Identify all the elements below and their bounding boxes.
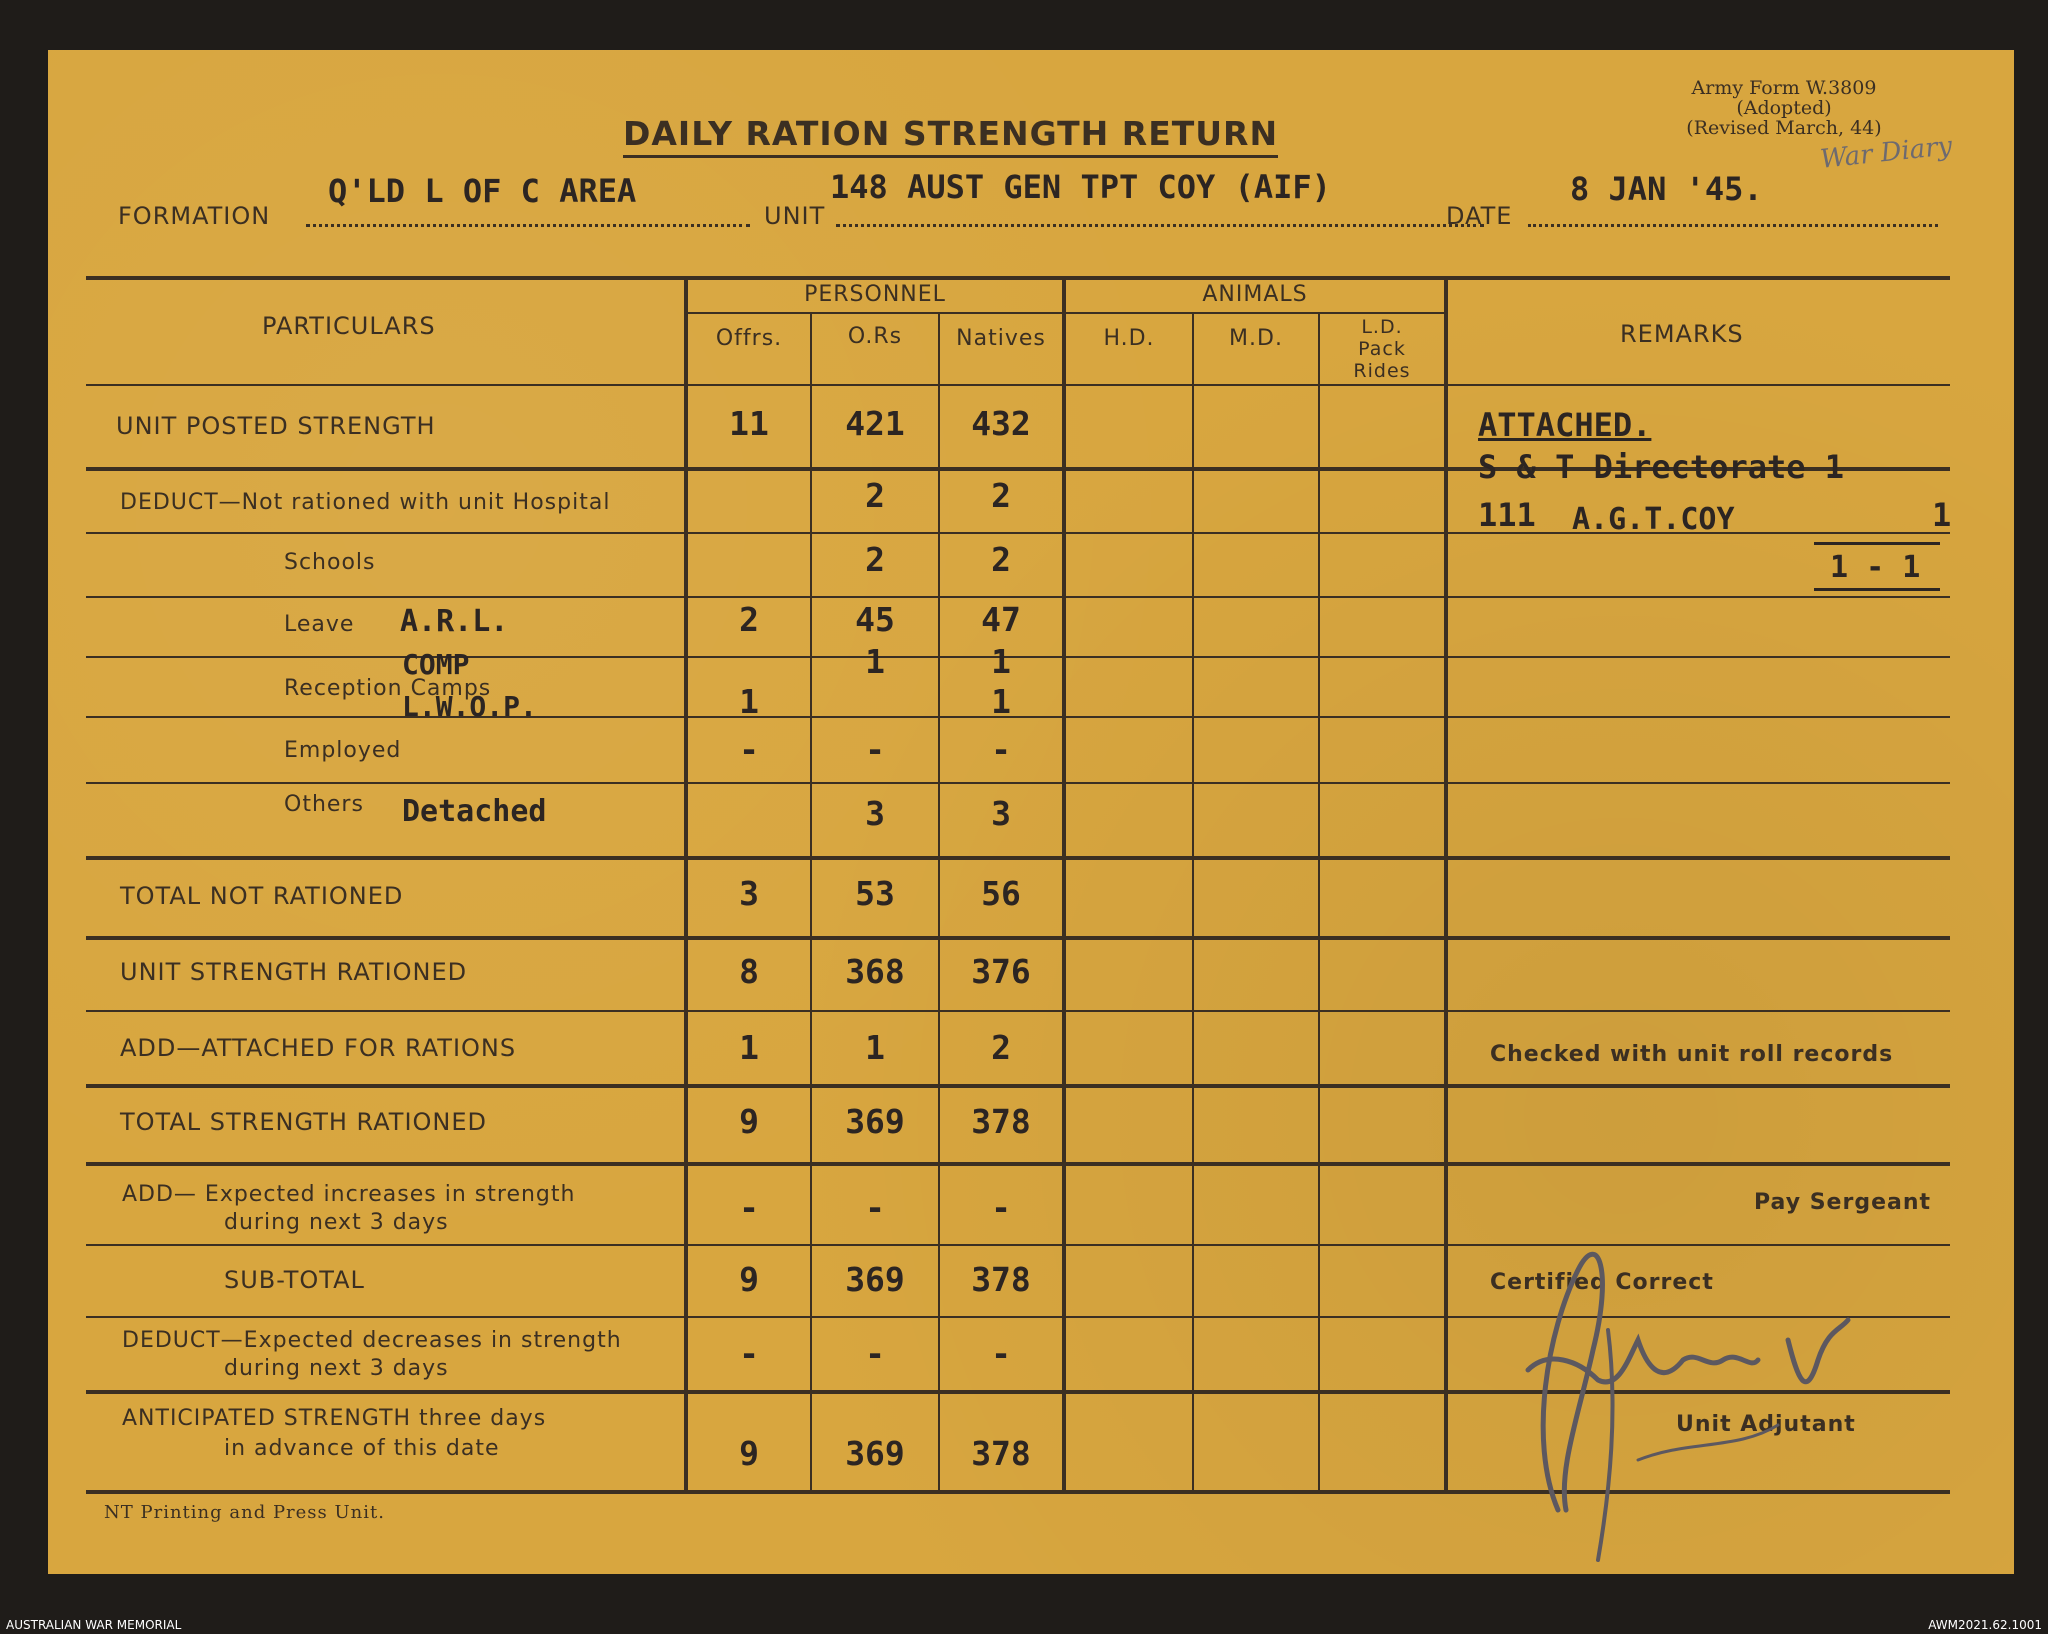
checked-remark: Checked with unit roll records (1490, 1042, 1894, 1067)
reception-natives: 1 (991, 682, 1011, 721)
attached-offrs: 1 (739, 1028, 759, 1067)
row-label-subtotal: SUB-TOTAL (224, 1266, 365, 1294)
rule-after-total-not (86, 936, 1950, 940)
form-sheet (48, 50, 2014, 1574)
row-label-decreases-line2: during next 3 days (224, 1356, 449, 1381)
total-rationed-ors: 369 (845, 1102, 905, 1141)
row-label-increases-line2: during next 3 days (224, 1210, 449, 1235)
schools-natives: 2 (991, 540, 1011, 579)
unit-label: UNIT (764, 202, 826, 230)
employed-ors: - (865, 730, 885, 769)
rule-after-total-rationed (86, 1162, 1950, 1166)
form-number-line2: (Adopted) (1736, 97, 1832, 119)
natives-heading: Natives (956, 326, 1046, 351)
row-label-anticipated-line2: in advance of this date (224, 1436, 500, 1461)
rule-after-attached (86, 1084, 1950, 1088)
remarks-line2-mid: A.G.T.COY (1572, 502, 1735, 537)
attached-ors: 1 (865, 1028, 885, 1067)
remarks-line2-right: 1 (1932, 496, 1952, 534)
others-typed-detached: Detached (402, 794, 547, 829)
row-label-total-not-rationed: TOTAL NOT RATIONED (120, 882, 404, 910)
signature-scribble (1488, 1210, 1908, 1570)
leave-ors: 45 (855, 600, 895, 639)
subtotal-offrs: 9 (739, 1260, 759, 1299)
remarks-total-rule (1814, 588, 1940, 591)
caption-left: AUSTRALIAN WAR MEMORIAL (6, 1618, 182, 1632)
others-ors: 3 (865, 794, 885, 833)
anticipated-offrs: 9 (739, 1434, 759, 1473)
anticipated-natives: 378 (971, 1434, 1031, 1473)
reception-offrs: 1 (739, 682, 759, 721)
leave-typed-arl: A.R.L. (400, 604, 509, 639)
increases-natives: - (991, 1188, 1011, 1227)
ors-heading: O.Rs (847, 324, 903, 349)
rule-after-employed (86, 782, 1950, 784)
anticipated-ors: 369 (845, 1434, 905, 1473)
date-label: DATE (1446, 202, 1513, 230)
form-number-line1: Army Form W.3809 (1691, 77, 1877, 99)
comp-natives: 1 (991, 642, 1011, 681)
unit-dotline (836, 224, 1484, 227)
remarks-line1: S & T Directorate 1 (1478, 448, 1845, 486)
form-number (1654, 78, 1914, 138)
pay-sergeant-label: Pay Sergeant (1754, 1190, 1932, 1215)
offrs-heading: Offrs. (715, 326, 783, 351)
hd-heading: H.D. (1103, 326, 1155, 351)
rule-after-others (86, 856, 1950, 860)
total-rationed-offrs: 9 (739, 1102, 759, 1141)
remarks-attached-heading: ATTACHED. (1478, 406, 1652, 444)
form-title: DAILY RATION STRENGTH RETURN (623, 114, 1278, 158)
rule-after-unit-rationed (86, 1010, 1950, 1012)
rule-after-schools (86, 596, 1950, 598)
ld-heading (1320, 316, 1444, 382)
comp-typed: COMP (402, 648, 470, 681)
formation-label: FORMATION (118, 202, 271, 230)
employed-natives: - (991, 730, 1011, 769)
row-label-schools: Schools (284, 550, 376, 575)
row-label-leave: Leave (284, 612, 355, 637)
row-label-employed: Employed (284, 738, 402, 763)
date-value: 8 JAN '45. (1570, 170, 1763, 208)
vrule-personnel (1062, 276, 1066, 1492)
total-not-rationed-natives: 56 (981, 874, 1021, 913)
leave-natives: 47 (981, 600, 1021, 639)
unit-posted-offrs: 11 (729, 404, 769, 443)
total-rationed-natives: 378 (971, 1102, 1031, 1141)
md-heading: M.D. (1229, 326, 1283, 351)
total-not-rationed-offrs: 3 (739, 874, 759, 913)
subtotal-natives: 378 (971, 1260, 1031, 1299)
row-label-total-rationed: TOTAL STRENGTH RATIONED (120, 1108, 488, 1136)
decreases-offrs: - (739, 1334, 759, 1373)
remarks-total: 1 - 1 (1830, 550, 1921, 585)
remarks-line2-left: 111 (1478, 496, 1536, 534)
hospital-natives: 2 (991, 476, 1011, 515)
rule-group-heads (688, 312, 1446, 314)
vrule-animals (1444, 276, 1448, 1492)
formation-value: Q'LD L OF C AREA (328, 172, 637, 210)
form-number-line3: (Revised March, 44) (1686, 117, 1882, 139)
animals-heading: ANIMALS (1202, 282, 1308, 307)
row-label-unit-posted: UNIT POSTED STRENGTH (116, 412, 436, 440)
formation-dotline (306, 224, 750, 227)
ld-heading-line1: L.D. (1361, 316, 1403, 338)
personnel-heading: PERSONNEL (804, 282, 946, 307)
ld-heading-line2: Pack (1358, 338, 1406, 360)
vrule-hd (1192, 312, 1194, 1492)
unit-rationed-ors: 368 (845, 952, 905, 991)
row-label-unit-rationed: UNIT STRENGTH RATIONED (120, 958, 468, 986)
row-label-decreases-line1: DEDUCT—Expected decreases in strength (122, 1328, 622, 1353)
decreases-natives: - (991, 1334, 1011, 1373)
increases-ors: - (865, 1188, 885, 1227)
reception-typed-lwop: L.W.O.P. (402, 690, 537, 723)
total-not-rationed-ors: 53 (855, 874, 895, 913)
certified-label: Certified Correct (1490, 1270, 1714, 1295)
unit-rationed-natives: 376 (971, 952, 1031, 991)
row-label-hospital: DEDUCT—Not rationed with unit Hospital (120, 490, 611, 515)
unit-rationed-offrs: 8 (739, 952, 759, 991)
particulars-heading: PARTICULARS (262, 312, 436, 340)
schools-ors: 2 (865, 540, 885, 579)
row-label-attached: ADD—ATTACHED FOR RATIONS (120, 1034, 517, 1062)
caption-right: AWM2021.62.1001 (1928, 1618, 2042, 1632)
subtotal-ors: 369 (845, 1260, 905, 1299)
row-label-anticipated-line1: ANTICIPATED STRENGTH three days (122, 1406, 547, 1431)
unit-value: 148 AUST GEN TPT COY (AIF) (830, 168, 1331, 206)
leave-offrs: 2 (739, 600, 759, 639)
unit-posted-ors: 421 (845, 404, 905, 443)
printer-footer: NT Printing and Press Unit. (104, 1502, 385, 1523)
ld-heading-line3: Rides (1353, 360, 1411, 382)
row-label-increases-line1: ADD— Expected increases in strength (122, 1182, 576, 1207)
rule-header-bottom (86, 384, 1950, 386)
unit-posted-natives: 432 (971, 404, 1031, 443)
war-diary-annotation: War Diary (1818, 131, 1954, 175)
decreases-ors: - (865, 1334, 885, 1373)
date-dotline (1528, 224, 1938, 227)
others-natives: 3 (991, 794, 1011, 833)
row-label-reception: Reception Camps (284, 676, 492, 701)
remarks-sum-rule (1814, 542, 1940, 545)
comp-ors: 1 (865, 642, 885, 681)
increases-offrs: - (739, 1188, 759, 1227)
vrule-md (1318, 312, 1320, 1492)
employed-offrs: - (739, 730, 759, 769)
adjutant-label: Unit Adjutant (1676, 1412, 1856, 1437)
hospital-ors: 2 (865, 476, 885, 515)
rule-top (86, 276, 1950, 280)
attached-natives: 2 (991, 1028, 1011, 1067)
remarks-heading: REMARKS (1620, 320, 1744, 348)
row-label-others: Others (284, 792, 364, 817)
